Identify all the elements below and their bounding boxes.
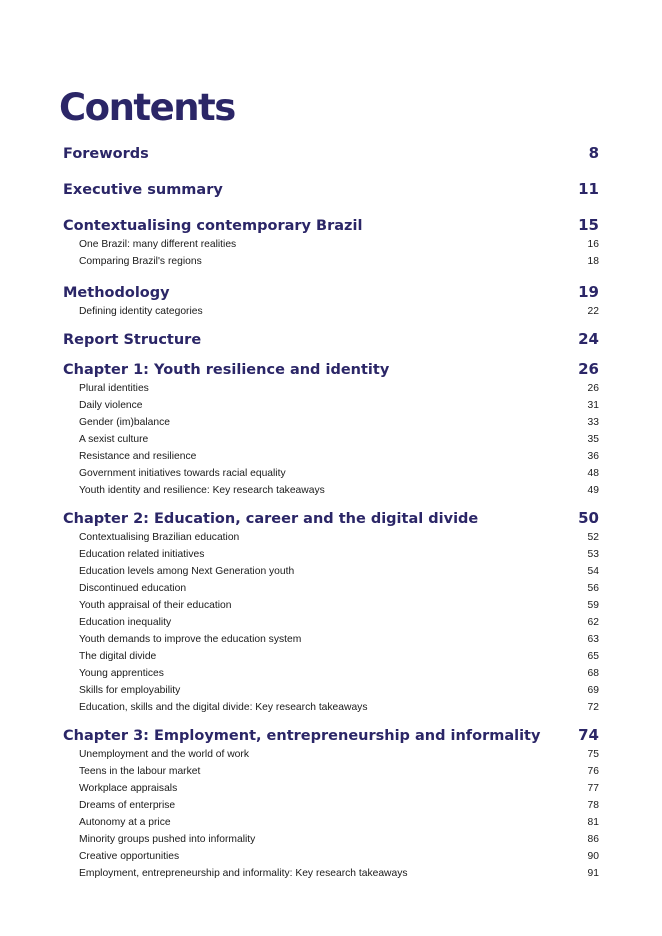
toc-subentry-label: Workplace appraisals [79, 783, 178, 794]
toc-subentry-page: 54 [587, 566, 599, 577]
toc-subentry-label: Daily violence [79, 400, 143, 411]
toc-subentry-label: Plural identities [79, 383, 149, 394]
toc-subentry[interactable] [63, 482, 599, 499]
toc-subentry-label: Resistance and resilience [79, 451, 197, 462]
toc-subentry[interactable] [63, 563, 599, 580]
toc-subentry-label: Education levels among Next Generation youth [79, 566, 295, 577]
toc-subentry-label: Contextualising Brazilian education [79, 532, 240, 543]
toc-subentry[interactable] [63, 580, 599, 597]
toc-entry-page: 50 [578, 509, 599, 527]
toc-subentry-page: 31 [587, 400, 599, 411]
toc-subentry[interactable] [63, 380, 599, 397]
toc-subentry-page: 91 [587, 868, 599, 879]
toc-subentry-page: 76 [587, 766, 599, 777]
toc-subentry[interactable] [63, 831, 599, 848]
toc-subentry-label: Education related initiatives [79, 549, 205, 560]
toc-subentry[interactable] [63, 529, 599, 546]
toc-subentry[interactable] [63, 414, 599, 431]
toc-subentry-label: Youth demands to improve the education system [79, 634, 302, 645]
toc-entry-label: Chapter 3: Employment, entrepreneurship and informality [63, 728, 541, 744]
toc-entry-chapter-1[interactable] [63, 359, 599, 380]
toc-subentry[interactable] [63, 780, 599, 797]
toc-entry-label: Chapter 2: Education, career and the digital divide [63, 511, 479, 527]
toc-subentry-page: 86 [587, 834, 599, 845]
toc-subentry-page: 75 [587, 749, 599, 760]
toc-subentry-page: 68 [587, 668, 599, 679]
toc-subentry-label: Minority groups pushed into informality [79, 834, 256, 845]
toc-subentry[interactable] [63, 465, 599, 482]
toc-entry-page: 26 [578, 360, 599, 378]
toc-entry-label: Chapter 1: Youth resilience and identity [63, 362, 390, 378]
toc-subentry-page: 63 [587, 634, 599, 645]
toc-entry-label: Contextualising contemporary Brazil [63, 218, 363, 234]
toc-subentry-label: Comparing Brazil's regions [79, 256, 202, 267]
toc-subentry[interactable] [63, 546, 599, 563]
toc-subentry[interactable] [63, 303, 599, 320]
toc-subentry[interactable] [63, 631, 599, 648]
toc-entry-chapter-2[interactable] [63, 508, 599, 529]
toc-entry-label: Methodology [63, 285, 170, 301]
toc-subentry-label: Education inequality [79, 617, 172, 628]
toc-subentry-page: 35 [587, 434, 599, 445]
toc-subentry-label: Gender (im)balance [79, 417, 170, 428]
toc-subentry-label: Autonomy at a price [79, 817, 171, 828]
toc-subentry[interactable] [63, 665, 599, 682]
toc-subentry-label: One Brazil: many different realities [79, 239, 237, 250]
toc-subentry-page: 77 [587, 783, 599, 794]
toc-subentry-page: 22 [587, 306, 599, 317]
toc-entry-page: 8 [588, 144, 599, 162]
toc-subentry-label: Discontinued education [79, 583, 187, 594]
toc-subentry[interactable] [63, 397, 599, 414]
toc-subentry-page: 52 [587, 532, 599, 543]
toc-entry-executive-summary[interactable] [63, 179, 599, 200]
toc-subentry-page: 81 [587, 817, 599, 828]
toc-subentry-label: Young apprentices [79, 668, 164, 679]
toc-subentry-page: 48 [587, 468, 599, 479]
toc-subentry-label: The digital divide [79, 651, 157, 662]
toc-subentry[interactable] [63, 253, 599, 270]
toc-entry-label: Executive summary [63, 182, 223, 198]
toc-subentry[interactable] [63, 648, 599, 665]
toc-entry-page: 24 [578, 330, 599, 348]
toc-subentry-label: Defining identity categories [79, 306, 203, 317]
toc-entry-page: 15 [578, 216, 599, 234]
toc-subentry-page: 33 [587, 417, 599, 428]
toc-subentry-label: Creative opportunities [79, 851, 180, 862]
toc-entry-page: 74 [578, 726, 599, 744]
toc-subentry[interactable] [63, 763, 599, 780]
toc-subentry[interactable] [63, 448, 599, 465]
toc-subentry[interactable] [63, 597, 599, 614]
toc-entry-forewords[interactable] [63, 143, 599, 164]
toc-entry-report-structure[interactable] [63, 329, 599, 350]
page-title: Contents [59, 86, 235, 129]
toc-subentry-label: Education, skills and the digital divide: Key research takeaways [79, 702, 368, 713]
toc-subentry-page: 65 [587, 651, 599, 662]
toc-subentry[interactable] [63, 431, 599, 448]
toc-subentry-page: 62 [587, 617, 599, 628]
toc-subentry-page: 59 [587, 600, 599, 611]
toc-subentry-label: Skills for employability [79, 685, 181, 696]
toc-subentry-page: 26 [587, 383, 599, 394]
toc-subentry[interactable] [63, 682, 599, 699]
toc-subentry-page: 72 [587, 702, 599, 713]
toc-subentry-page: 69 [587, 685, 599, 696]
toc-subentry[interactable] [63, 865, 599, 882]
toc-entry-methodology[interactable] [63, 282, 599, 303]
toc-subentry[interactable] [63, 814, 599, 831]
toc-subentry-label: Employment, entrepreneurship and informality: Key research takeaways [79, 868, 408, 879]
toc-subentry-page: 53 [587, 549, 599, 560]
toc-subentry-label: Dreams of enterprise [79, 800, 176, 811]
toc-subentry-page: 90 [587, 851, 599, 862]
toc-entry-page: 11 [578, 180, 599, 198]
toc-subentry-label: Teens in the labour market [79, 766, 201, 777]
toc-subentry-page: 49 [587, 485, 599, 496]
toc-subentry-page: 16 [587, 239, 599, 250]
table-of-contents [63, 143, 599, 882]
toc-subentry-page: 56 [587, 583, 599, 594]
toc-subentry-page: 18 [587, 256, 599, 267]
toc-subentry-label: Unemployment and the world of work [79, 749, 249, 760]
toc-subentry[interactable] [63, 797, 599, 814]
toc-entry-label: Report Structure [63, 332, 202, 348]
toc-entry-page: 19 [578, 283, 599, 301]
toc-subentry[interactable] [63, 848, 599, 865]
toc-subentry-label: Government initiatives towards racial equality [79, 468, 286, 479]
toc-subentry[interactable] [63, 614, 599, 631]
toc-subentry[interactable] [63, 746, 599, 763]
toc-subentry[interactable] [63, 699, 599, 716]
toc-subentry-page: 78 [587, 800, 599, 811]
toc-subentry-page: 36 [587, 451, 599, 462]
toc-entry-label: Forewords [63, 146, 149, 162]
toc-subentry-label: Youth appraisal of their education [79, 600, 232, 611]
toc-entry-chapter-3[interactable] [63, 725, 599, 746]
toc-entry-contextualising-brazil[interactable] [63, 215, 599, 236]
toc-subentry-label: Youth identity and resilience: Key research takeaways [79, 485, 325, 496]
toc-subentry-label: A sexist culture [79, 434, 149, 445]
toc-subentry[interactable] [63, 236, 599, 253]
